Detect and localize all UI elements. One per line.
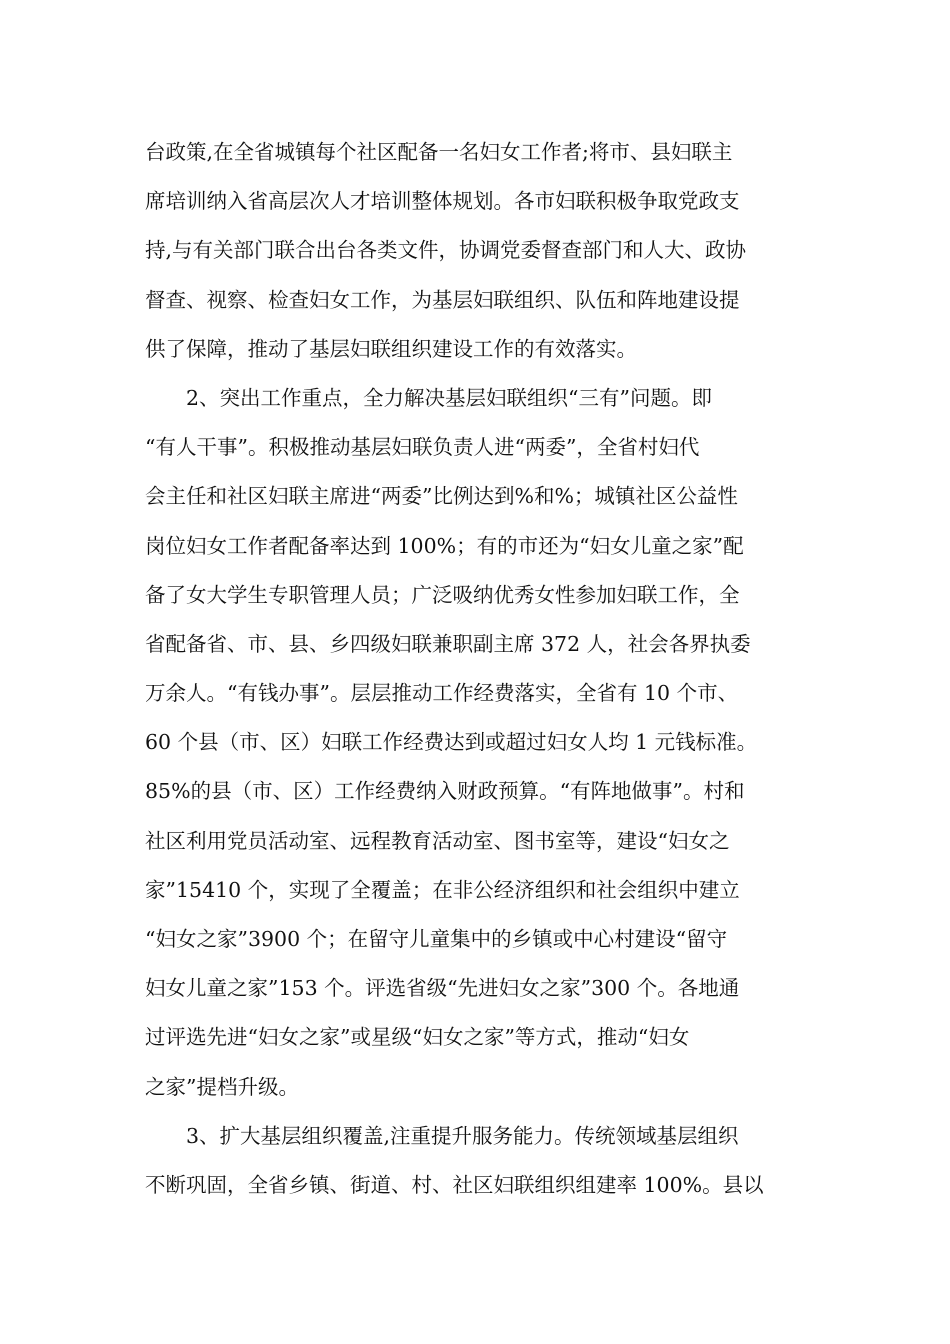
text-line-9: 岗位妇女工作者配备率达到 100%；有的市还为“妇女儿童之家”配 [145, 533, 744, 558]
text-line-18: 妇女儿童之家”153 个。评选省级“先进妇女之家”300 个。各地通 [145, 976, 740, 1001]
text-line-12: 万余人。“有钱办事”。层层推动工作经费落实，全省有 10 个市、 [145, 681, 739, 706]
text-line-6: 2、突出工作重点，全力解决基层妇联组织“三有”问题。即 [145, 385, 713, 410]
text-line-2: 席培训纳入省高层次人才培训整体规划。各市妇联积极争取党政支 [145, 189, 740, 214]
text-line-19: 过评选先进“妇女之家”或星级“妇女之家”等方式，推动“妇女 [145, 1025, 690, 1050]
text-line-8: 会主任和社区妇联主席进“两委”比例达到%和%；城镇社区公益性 [145, 484, 738, 509]
text-line-7: “有人干事”。积极推动基层妇联负责人进“两委”，全省村妇代 [145, 435, 700, 460]
text-line-17: “妇女之家”3900 个；在留守儿童集中的乡镇或中心村建设“留守 [145, 927, 728, 951]
text-line-22: 不断巩固，全省乡镇、街道、村、社区妇联组织组建率 100%。县以 [145, 1172, 764, 1197]
text-line-11: 省配备省、市、县、乡四级妇联兼职副主席 372 人，社会各界执委 [145, 631, 751, 656]
text-line-14: 85%的县（市、区）工作经费纳入财政预算。“有阵地做事”。村和 [145, 779, 745, 804]
text-line-5: 供了保障，推动了基层妇联组织建设工作的有效落实。 [145, 336, 637, 361]
text-line-16: 家”15410 个，实现了全覆盖；在非公经济组织和社会组织中建立 [145, 877, 740, 902]
text-line-10: 备了女大学生专职管理人员；广泛吸纳优秀女性参加妇联工作，全 [145, 582, 740, 607]
text-line-20: 之家”提档升级。 [145, 1074, 299, 1099]
text-line-3: 持,与有关部门联合出台各类文件，协调党委督查部门和人大、政协 [145, 238, 747, 263]
text-line-4: 督查、视察、检查妇女工作，为基层妇联组织、队伍和阵地建设提 [145, 287, 740, 312]
document-body [145, 128, 825, 1210]
text-line-1: 台政策,在全省城镇每个社区配备一名妇女工作者;将市、县妇联主 [145, 140, 733, 164]
text-line-21: 3、扩大基层组织覆盖,注重提升服务能力。传统领域基层组织 [145, 1123, 739, 1148]
text-line-15: 社区利用党员活动室、远程教育活动室、图书室等，建设“妇女之 [145, 828, 730, 853]
text-line-13: 60 个县（市、区）妇联工作经费达到或超过妇女人均 1 元钱标准。 [145, 730, 758, 755]
